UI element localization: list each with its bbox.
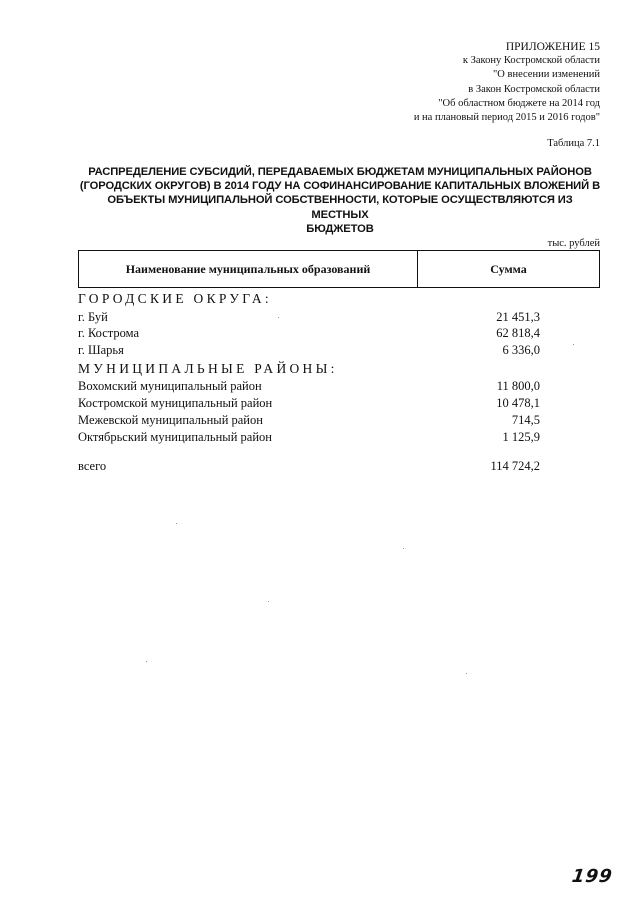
appendix-line: в Закон Костромской области <box>468 83 600 95</box>
row-name: Межевской муниципальный район <box>78 413 263 427</box>
row-value: 21 451,3 <box>496 310 540 324</box>
table-row <box>78 396 540 413</box>
header-sum-column: Сумма <box>418 251 600 288</box>
row-name: Костромской муниципальный район <box>78 396 273 410</box>
total-row <box>78 459 540 476</box>
section-title: МУНИЦИПАЛЬНЫЕ РАЙОНЫ: <box>78 361 338 376</box>
row-name: г. Шарья <box>78 343 124 357</box>
row-value: 11 800,0 <box>496 379 540 393</box>
scan-speck <box>466 673 467 674</box>
scan-speck <box>176 523 177 524</box>
appendix-header <box>414 40 600 125</box>
total-label: всего <box>78 459 107 473</box>
title-line: РАСПРЕДЕЛЕНИЕ СУБСИДИЙ, ПЕРЕДАВАЕМЫХ БЮДЖЕТАМ МУНИЦИПАЛЬНЫХ РАЙОНОВ <box>88 166 592 178</box>
document-title <box>78 165 602 236</box>
scan-speck <box>403 548 404 549</box>
scan-speck <box>278 317 279 318</box>
row-value: 6 336,0 <box>502 343 540 357</box>
row-value: 10 478,1 <box>496 396 540 410</box>
table-number: Таблица 7.1 <box>547 138 600 149</box>
table-row <box>78 379 540 396</box>
table-row <box>78 343 540 360</box>
scan-speck <box>268 601 269 602</box>
total-value: 114 724,2 <box>490 459 540 473</box>
row-name: г. Кострома <box>78 326 140 340</box>
table-row <box>78 413 540 430</box>
title-line: ОБЪЕКТЫ МУНИЦИПАЛЬНОЙ СОБСТВЕННОСТИ, КОТОРЫЕ ОСУЩЕСТВЛЯЮТСЯ ИЗ МЕСТНЫХ <box>107 194 573 221</box>
header-name-column: Наименование муниципальных образований <box>79 251 418 288</box>
table-row <box>78 310 540 327</box>
scan-speck <box>573 344 574 345</box>
page-number: 199 <box>570 866 615 887</box>
appendix-line: "О внесении изменений <box>493 69 600 81</box>
row-name: г. Буй <box>78 310 108 324</box>
table-row <box>78 430 540 447</box>
appendix-line: "Об областном бюджете на 2014 год <box>438 97 600 109</box>
table-header <box>78 250 600 288</box>
scan-speck <box>146 661 147 662</box>
row-name: Вохомский муниципальный район <box>78 379 262 393</box>
appendix-line: и на плановый период 2015 и 2016 годов" <box>413 112 600 124</box>
row-value: 714,5 <box>511 413 540 427</box>
title-line: БЮДЖЕТОВ <box>306 222 374 235</box>
section-title: ГОРОДСКИЕ ОКРУГА: <box>78 291 272 306</box>
appendix-line: ПРИЛОЖЕНИЕ 15 <box>505 41 600 53</box>
table-row <box>78 326 540 343</box>
row-value: 1 125,9 <box>502 430 540 444</box>
row-name: Октябрьский муниципальный район <box>78 430 272 444</box>
appendix-line: к Закону Костромской области <box>462 55 600 67</box>
title-line: (ГОРОДСКИХ ОКРУГОВ) В 2014 ГОДУ НА СОФИНАНСИРОВАНИЕ КАПИТАЛЬНЫХ ВЛОЖЕНИЙ В <box>79 180 601 193</box>
row-value: 62 818,4 <box>496 326 540 340</box>
unit-label: тыс. рублей <box>547 238 600 249</box>
